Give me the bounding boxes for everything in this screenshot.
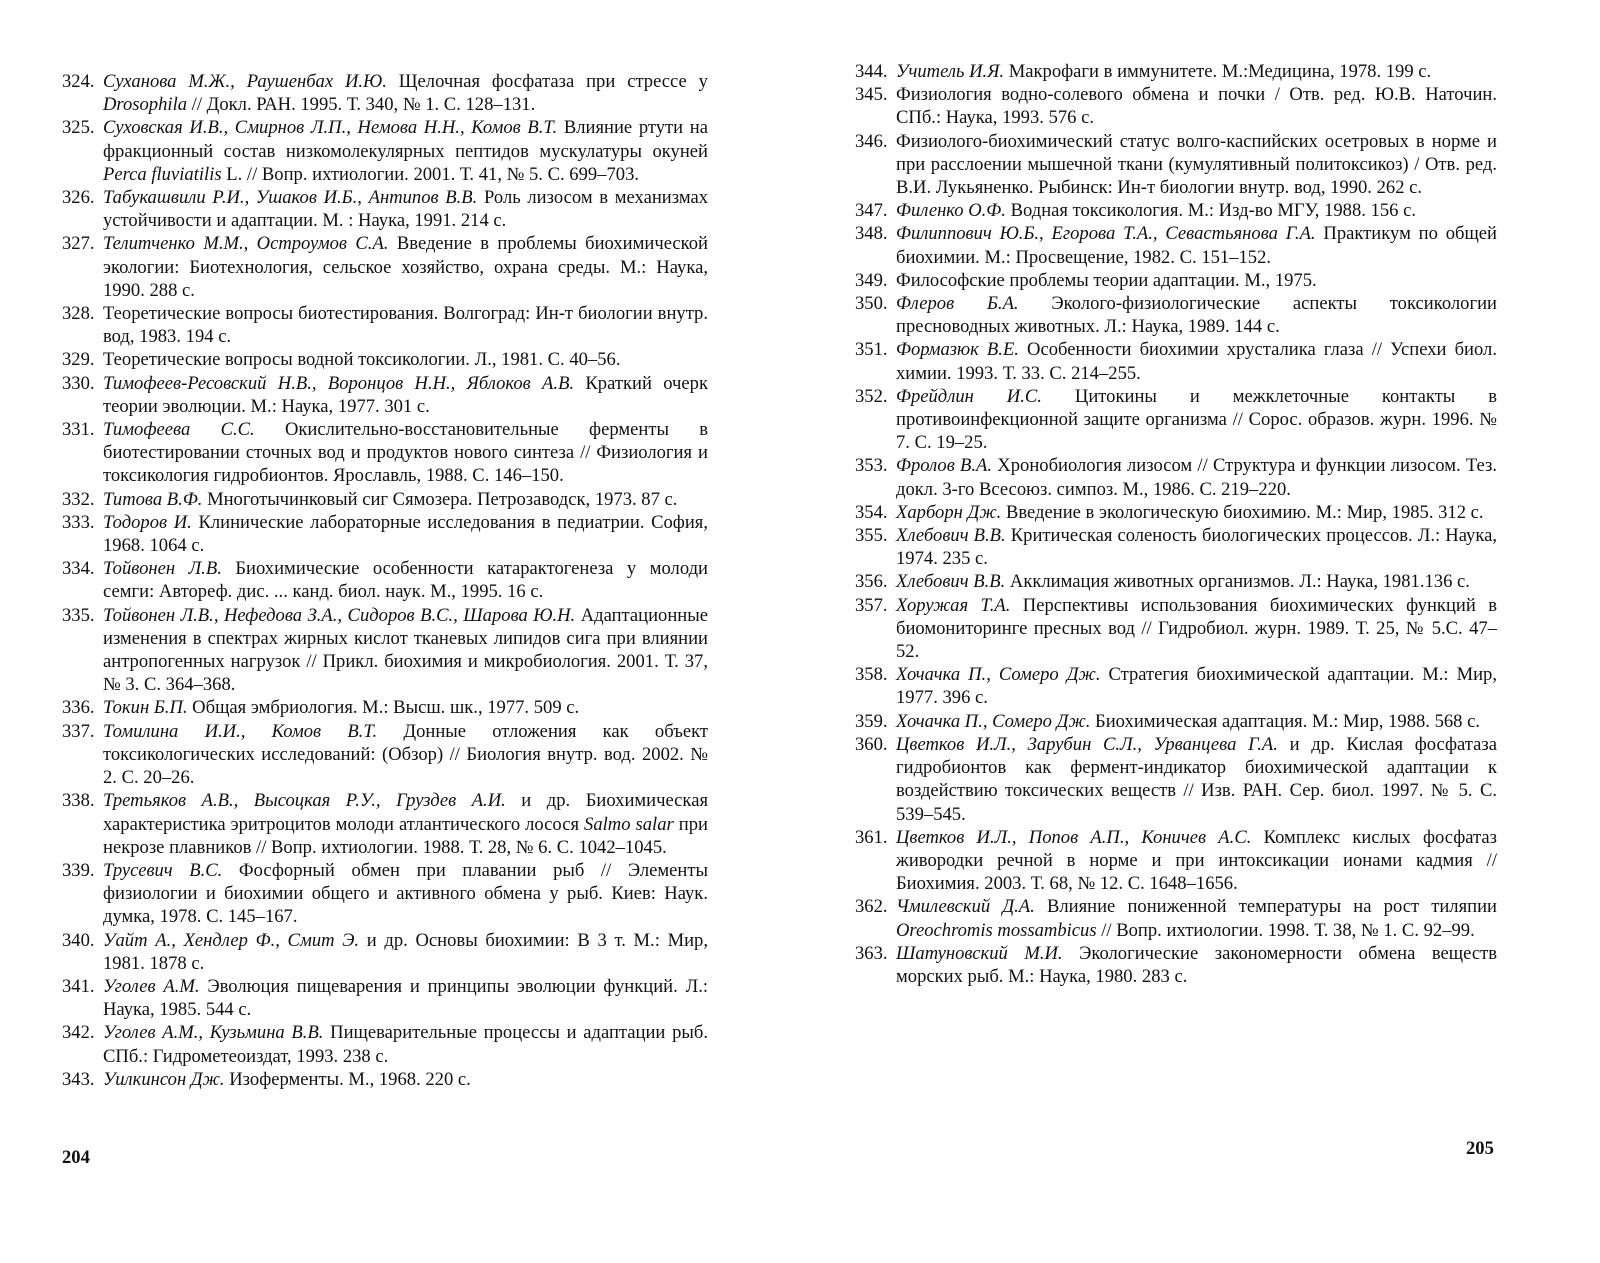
entry-authors: Тимофеева С.С. bbox=[103, 419, 255, 441]
entry-authors: Хлебович В.В. bbox=[896, 525, 1006, 547]
entry-number: 353. bbox=[855, 455, 888, 477]
entry-text: Критическая соленость биологических процессов. Л.: Наука, 1974. 235 с. bbox=[896, 525, 1497, 570]
entry-authors: Токин Б.П. bbox=[103, 697, 188, 719]
entry-text: Адаптационные изменения в спектрах жирных кислот тканевых липидов сига при влиянии антропогенных нагрузок // Прикл. биохимия и микробиология. 2001. Т. 37, № 3. С. 364–368. bbox=[103, 604, 708, 696]
entry-text: Стратегия биохимической адаптации. М.: Мир, 1977. 396 с. bbox=[896, 664, 1497, 709]
bibliography-entry bbox=[855, 826, 1497, 896]
bibliography-entry bbox=[855, 524, 1497, 570]
entry-authors: Уголев А.М. bbox=[103, 975, 200, 997]
entry-text: Комплекс кислых фосфатаз живородки речной в норме и при интоксикации ионами кадмия // Биохимия. 2003. Т. 68, № 12. С. 1648–1656. bbox=[896, 826, 1497, 895]
entry-text: Акклимация животных организмов. Л.: Наука, 1981.136 с. bbox=[1005, 571, 1470, 593]
entry-authors: Телитченко М.М., Остроумов С.А. bbox=[103, 233, 389, 255]
entry-number: 340. bbox=[62, 929, 95, 951]
entry-authors: Тойвонен Л.В., Нефедова З.А., Сидоров В.С., Шарова Ю.Н. bbox=[103, 604, 576, 626]
entry-authors: Фрейдлин И.С. bbox=[896, 385, 1042, 407]
bibliography-entry bbox=[62, 488, 708, 511]
entry-number: 355. bbox=[855, 525, 888, 547]
entry-authors: Третьяков А.В., Высоцкая Р.У., Груздев А.И. bbox=[103, 790, 506, 812]
bibliography-entry bbox=[62, 859, 708, 929]
bibliography-entry bbox=[62, 557, 708, 603]
entry-text: Физиология водно-солевого обмена и почки / Отв. ред. Ю.В. Наточин. СПб.: Наука, 1993. 576 с. bbox=[896, 84, 1497, 129]
bibliography-entry bbox=[62, 116, 708, 186]
bibliography-entry bbox=[62, 511, 708, 557]
entry-number: 354. bbox=[855, 501, 888, 523]
entry-number: 332. bbox=[62, 488, 95, 510]
entry-authors: Суховская И.В., Смирнов Л.П., Немова Н.Н., Комов В.Т. bbox=[103, 117, 558, 139]
entry-authors: Формазюк В.Е. bbox=[896, 339, 1019, 361]
entry-authors: Цветков И.Л., Попов А.П., Коничев А.С. bbox=[896, 826, 1252, 848]
entry-number: 331. bbox=[62, 419, 95, 441]
entry-authors: Учитель И.Я. bbox=[896, 61, 1005, 82]
entry-number: 338. bbox=[62, 790, 95, 812]
entry-number: 337. bbox=[62, 720, 95, 742]
entry-text-tail: // Докл. РАН. 1995. Т. 340, № 1. С. 128–131. bbox=[187, 94, 536, 116]
entry-number: 335. bbox=[62, 604, 95, 626]
entry-text: Перспективы использования биохимических функций в биомониторинге пресных вод // Гидробиол. журн. 1989. Т. 25, № 5.С. 47–52. bbox=[896, 594, 1498, 663]
entry-authors: Харборн Дж. bbox=[896, 501, 1002, 523]
entry-number: 347. bbox=[855, 200, 888, 222]
entry-authors: Суханова М.Ж., Раушенбах И.Ю. bbox=[103, 71, 387, 92]
entry-text: Изоферменты. М., 1968. 220 с. bbox=[224, 1068, 471, 1090]
entry-authors: Шатуновский М.И. bbox=[896, 942, 1063, 964]
entry-number: 345. bbox=[855, 84, 888, 106]
bibliography-entry bbox=[62, 604, 708, 697]
entry-text: Пищеварительные процессы и адаптации рыб. СПб.: Гидрометеоиздат, 1993. 238 с. bbox=[103, 1022, 708, 1067]
bibliography-entry bbox=[62, 302, 708, 348]
bibliography-entry bbox=[62, 372, 708, 418]
entry-text: Многотычинковый сиг Сямозера. Петрозаводск, 1973. 87 с. bbox=[202, 488, 678, 510]
entry-number: 334. bbox=[62, 558, 95, 580]
entry-text: Экологические закономерности обмена веществ морских рыб. М.: Наука, 1980. 283 с. bbox=[896, 942, 1497, 987]
entry-number: 336. bbox=[62, 697, 95, 719]
entry-number: 357. bbox=[855, 594, 888, 616]
entry-number: 346. bbox=[855, 130, 888, 152]
bibliography-entry bbox=[62, 696, 708, 719]
bibliography-entry bbox=[62, 929, 708, 975]
entry-number: 343. bbox=[62, 1068, 95, 1090]
bibliography-entry bbox=[62, 975, 708, 1021]
bibliography-entry bbox=[855, 710, 1497, 733]
entry-text-tail: // Вопр. ихтиологии. 1998. Т. 38, № 1. С. 92–99. bbox=[1096, 919, 1475, 941]
bibliography-entry bbox=[62, 186, 708, 232]
entry-text: Введение в экологическую биохимию. М.: Мир, 1985. 312 с. bbox=[1001, 501, 1484, 523]
entry-authors: Трусевич В.С. bbox=[103, 859, 223, 881]
bibliography-entry bbox=[62, 70, 708, 116]
entry-text: Эволюция пищеварения и принципы эволюции функций. Л.: Наука, 1985. 544 с. bbox=[103, 975, 709, 1021]
entry-authors: Хоружая Т.А. bbox=[896, 594, 1011, 616]
entry-number: 333. bbox=[62, 511, 95, 533]
entry-authors: Тойвонен Л.В. bbox=[103, 558, 222, 580]
bibliography-entry bbox=[855, 663, 1497, 709]
entry-text: Эколого-физиологические аспекты токсикологии пресноводных животных. Л.: Наука, 1989. 144 с. bbox=[896, 293, 1497, 338]
entry-authors: Фролов В.А. bbox=[896, 455, 993, 477]
entry-number: 327. bbox=[62, 233, 95, 255]
entry-text: Введение в проблемы биохимической экологии: Биотехнология, сельское хозяйство, охрана среды. М.: Наука, 1990. 288 с. bbox=[103, 233, 708, 301]
entry-taxon: Drosophila bbox=[103, 94, 188, 116]
entry-text-tail: при некрозе плавников // Вопр. ихтиологии. 1988. Т. 28, № 6. С. 1042–1045. bbox=[103, 813, 708, 858]
entry-authors: Цветков И.Л., Зарубин С.Л., Урванцева Г.А. bbox=[896, 733, 1278, 755]
entry-taxon: Perca fluviatilis bbox=[103, 163, 222, 185]
bibliography-entry bbox=[62, 232, 708, 302]
entry-text: Особенности биохимии хрусталика глаза // Успехи биол. химии. 1993. Т. 33. С. 214–255. bbox=[896, 339, 1497, 384]
entry-number: 348. bbox=[855, 223, 888, 245]
entry-taxon: Salmo salar bbox=[584, 813, 674, 835]
bibliography-entry bbox=[855, 895, 1497, 941]
entry-number: 363. bbox=[855, 942, 888, 964]
bibliography-column-left bbox=[62, 70, 708, 1091]
entry-text-tail: L. // Вопр. ихтиологии. 2001. Т. 41, № 5. С. 699–703. bbox=[221, 163, 640, 185]
bibliography-entry bbox=[855, 385, 1497, 455]
entry-text: Общая эмбриология. М.: Высш. шк., 1977. 509 с. bbox=[187, 697, 580, 719]
entry-authors: Уилкинсон Дж. bbox=[103, 1068, 225, 1090]
entry-authors: Табукашвили Р.И., Ушаков И.Б., Антипов В.В. bbox=[103, 187, 478, 209]
entry-text: Хронобиология лизосом // Структура и функции лизосом. Тез. докл. 3-го Всесоюз. симпоз. М., 1986. С. 219–220. bbox=[896, 455, 1497, 500]
entry-authors: Уголев А.М., Кузьмина В.В. bbox=[103, 1022, 324, 1044]
entry-text: Цитокины и межклеточные контакты в противоинфекционной защите организма // Сорос. образов. журн. 1996. № 7. С. 19–25. bbox=[896, 385, 1498, 454]
entry-text: Фосфорный обмен при плавании рыб // Элементы физиологии и биохимии общего и активного обмена у рыб. Киев: Наук. думка, 1978. С. 145–167. bbox=[103, 859, 708, 928]
entry-authors: Филенко О.Ф. bbox=[896, 200, 1006, 222]
entry-text: и др. Биохимическая характеристика эритроцитов молоди атлантического лосося bbox=[103, 790, 708, 835]
entry-authors: Флеров Б.А. bbox=[896, 293, 1019, 315]
bibliography-entry bbox=[62, 1021, 708, 1067]
entry-text: Биохимические особенности катарактогенеза у молоди семги: Автореф. дис. ... канд. биол. наук. М., 1995. 16 с. bbox=[103, 558, 708, 603]
entry-text: Философские проблемы теории адаптации. М., 1975. bbox=[896, 269, 1317, 291]
entry-number: 325. bbox=[62, 117, 95, 139]
entry-authors: Хлебович В.В. bbox=[896, 571, 1006, 593]
bibliography-entry bbox=[855, 60, 1497, 83]
bibliography-entry bbox=[855, 83, 1497, 129]
entry-text: Окислительно-восстановительные ферменты в биотестировании сточных вод и продуктов нового синтеза // Физиология и токсикология гидробионтов. Ярославль, 1988. С. 146–150. bbox=[103, 419, 708, 487]
entry-number: 326. bbox=[62, 187, 95, 209]
entry-number: 360. bbox=[855, 733, 888, 755]
entry-text: и др. Основы биохимии: В 3 т. М.: Мир, 1981. 1878 с. bbox=[103, 929, 708, 974]
bibliography-entry bbox=[855, 570, 1497, 593]
entry-number: 356. bbox=[855, 571, 888, 593]
bibliography-entry bbox=[62, 720, 708, 790]
entry-number: 328. bbox=[62, 303, 95, 325]
page-number-left: 204 bbox=[62, 1147, 90, 1168]
entry-number: 324. bbox=[62, 71, 95, 92]
entry-text: Краткий очерк теории эволюции. М.: Наука, 1977. 301 с. bbox=[103, 372, 708, 417]
entry-authors: Хочачка П., Сомеро Дж. bbox=[896, 710, 1091, 732]
entry-authors: Тодоров И. bbox=[103, 511, 192, 533]
entry-text: Теоретические вопросы водной токсикологии. Л., 1981. С. 40–56. bbox=[103, 349, 621, 371]
entry-number: 351. bbox=[855, 339, 888, 361]
entry-number: 344. bbox=[855, 61, 888, 82]
entry-text: Биохимическая адаптация. М.: Мир, 1988. 568 с. bbox=[1090, 710, 1481, 732]
entry-authors: Уайт А., Хендлер Ф., Смит Э. bbox=[103, 929, 360, 951]
bibliography-entry bbox=[855, 733, 1497, 826]
entry-number: 362. bbox=[855, 896, 888, 918]
entry-authors: Титова В.Ф. bbox=[103, 488, 203, 510]
entry-authors: Чмилевский Д.А. bbox=[896, 896, 1035, 918]
entry-text: Щелочная фосфатаза при стрессе у bbox=[386, 71, 708, 92]
entry-authors: Томилина И.И., Комов В.Т. bbox=[103, 720, 378, 742]
bibliography-entry bbox=[62, 789, 708, 859]
entry-text: Роль лизосом в механизмах устойчивости и адаптации. М. : Наука, 1991. 214 с. bbox=[103, 187, 709, 232]
entry-text: Влияние пониженной температуры на рост тиляпии bbox=[1034, 896, 1497, 918]
entry-number: 341. bbox=[62, 975, 95, 997]
entry-authors: Тимофеев-Ресовский Н.В., Воронцов Н.Н., Яблоков А.В. bbox=[103, 372, 575, 394]
bibliography-entry bbox=[855, 942, 1497, 988]
entry-text: Теоретические вопросы биотестирования. Волгоград: Ин-т биологии внутр. вод, 1983. 194 с. bbox=[103, 303, 708, 348]
bibliography-entry bbox=[855, 594, 1497, 664]
bibliography-column-right bbox=[855, 60, 1497, 988]
entry-number: 342. bbox=[62, 1022, 95, 1044]
entry-number: 352. bbox=[855, 385, 888, 407]
bibliography-entry bbox=[855, 199, 1497, 222]
entry-text: Водная токсикология. М.: Изд-во МГУ, 1988. 156 с. bbox=[1005, 200, 1417, 222]
bibliography-entry bbox=[62, 418, 708, 488]
entry-number: 339. bbox=[62, 859, 95, 881]
bibliography-entry bbox=[855, 501, 1497, 524]
entry-number: 350. bbox=[855, 293, 888, 315]
entry-number: 330. bbox=[62, 372, 95, 394]
bibliography-entry bbox=[855, 269, 1497, 292]
bibliography-entry bbox=[855, 338, 1497, 384]
entry-taxon: Oreochromis mossambicus bbox=[896, 919, 1097, 941]
entry-text: Донные отложения как объект токсикологических исследований: (Обзор) // Биология внутр. вод. 2002. № 2. С. 20–26. bbox=[103, 720, 708, 789]
entry-authors: Хочачка П., Сомеро Дж. bbox=[896, 664, 1101, 686]
entry-text: и др. Кислая фосфатаза гидробионтов как фермент-индикатор биохимической адаптации к воздействию токсических веществ // Изв. РАН. Сер. биол. 1997. № 5. С. 539–545. bbox=[896, 733, 1498, 825]
entry-text: Влияние ртути на фракционный состав низкомолекулярных пептидов мускулатуры окуней bbox=[103, 117, 708, 162]
entry-text: Физиолого-биохимический статус волго-каспийских осетровых в норме и при расслоении мышечной ткани (кумулятивный политоксикоз) / Отв. ред. В.И. Лукьяненко. Рыбинск: Ин-т биологии внутр. вод, 1990. 262 с. bbox=[896, 130, 1497, 199]
entry-text: Клинические лабораторные исследования в педиатрии. София, 1968. 1064 с. bbox=[103, 511, 708, 557]
bibliography-entry bbox=[62, 348, 708, 371]
entry-text: Практикум по общей биохимии. М.: Просвещение, 1982. С. 151–152. bbox=[896, 223, 1497, 268]
bibliography-entry bbox=[855, 130, 1497, 200]
entry-number: 349. bbox=[855, 269, 888, 291]
entry-text: Макрофаги в иммунитете. М.:Медицина, 1978. 199 с. bbox=[1004, 61, 1432, 82]
entry-number: 358. bbox=[855, 664, 888, 686]
page-number-right: 205 bbox=[1466, 1138, 1494, 1159]
entry-number: 359. bbox=[855, 710, 888, 732]
bibliography-entry bbox=[62, 1068, 708, 1091]
bibliography-entry bbox=[855, 454, 1497, 500]
left-page bbox=[0, 0, 790, 1263]
entry-authors: Филиппович Ю.Б., Егорова Т.А., Севастьянова Г.А. bbox=[896, 223, 1316, 245]
bibliography-entry bbox=[855, 292, 1497, 338]
entry-number: 361. bbox=[855, 826, 888, 848]
entry-number: 329. bbox=[62, 349, 95, 371]
bibliography-entry bbox=[855, 222, 1497, 268]
